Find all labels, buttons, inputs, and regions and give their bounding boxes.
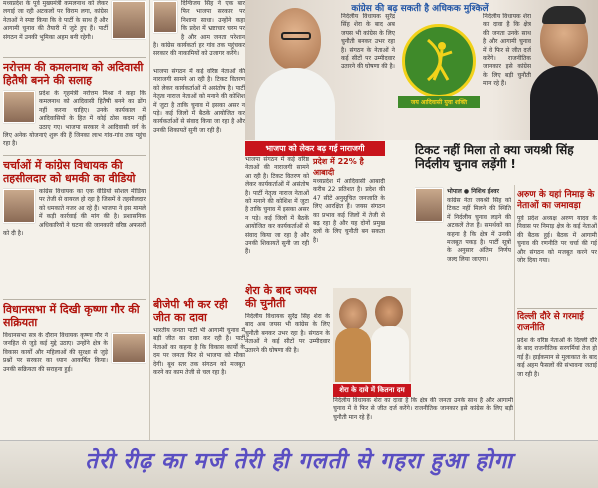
delhi-headline: दिल्ली दौरे से गरमाई राजनीति xyxy=(517,312,584,333)
arun-headline: अरुण के यहां निमाड़ के नेताओं का जमावड़ा xyxy=(517,190,595,211)
bottom-tagline: तेरी रीढ़ का मर्ज तेरी ही गलती से गहरा हुआ होगा xyxy=(85,449,513,474)
bjp-headline-bar: भाजपा को लेकर बढ़ गई नाराजगी xyxy=(245,141,385,156)
shera-photo xyxy=(333,288,411,382)
jayshree-story xyxy=(415,143,598,187)
col1-story1-text: प्रदेश के गृहमंत्री नरोत्तम मिश्रा ने कहा कि कमलनाथ को आदिवासी हितैषी बनने का ढोंग नहीं करना चाहिए। उनके कार्यकाल में आदिवासियों के हित में कोई ठोस कदम नहीं उठाए गए। भाजपा सरकार ने आदिवासी वर्ग के लिए अनेक योजनाएं शुरू की हैं जिनका लाभ गांव-गांव तक पहुंच रहा है। xyxy=(3,90,146,148)
col1-story1-headline: नरोत्तम की कमलनाथ को अदिवासी हितैषी बनने की सलाह xyxy=(3,61,144,87)
column-right xyxy=(517,188,597,440)
center-photo-text: निर्दलीय विधायक सुरेंद्र सिंह शेरा के बाद अब जयस भी कांग्रेस के लिए चुनौती बनकर उभर रहा है। संगठन के नेताओं ने कई सीटों पर उम्मीदवार उतारने की घोषणा की है। xyxy=(341,13,395,71)
col2-top-text: दिग्विजय सिंह ने एक बार फिर भाजपा सरकार पर निशाना साधा। उन्होंने कहा कि प्रदेश में भ्रष्टाचार चरम पर है और आम जनता परेशान है। कांग्रेस कार्यकर्ता हर गांव तक पहुंचकर सरकार की नाकामियों को उजागर करेंगे। xyxy=(153,0,245,58)
jayshree-text: कांग्रेस नेता जयश्री सिंह को टिकट नहीं मिलने की स्थिति में निर्दलीय चुनाव लड़ने की अटकलें तेज हैं। समर्थकों का कहना है कि क्षेत्र में उनकी मजबूत पकड़ है। पार्टी सूत्रों के अनुसार अंतिम निर्णय जल्द लिया जाएगा। xyxy=(447,197,511,263)
center-lower-text: भाजपा संगठन में कई वरिष्ठ नेताओं की नाराजगी सामने आ रही है। टिकट वितरण को लेकर कार्यकर्ताओं में असंतोष है। पार्टी नेतृत्व नाराज नेताओं को मनाने की कोशिश में जुटा है ताकि चुनाव में इसका असर न पड़े। कई जिलों में बैठकें आयोजित कर कार्यकर्ताओं से संवाद किया जा रहा है और उनकी शिकायतें सुनी जा रही हैं। xyxy=(245,156,309,256)
bjp-claim-story xyxy=(153,296,245,440)
shera-text: निर्दलीय विधायक सुरेंद्र सिंह शेरा के बाद अब जयस भी कांग्रेस के लिए चुनौती बनकर उभर रहा है। संगठन के नेताओं ने कई सीटों पर उम्मीदवार उतारने की घोषणा की है। xyxy=(245,313,330,354)
col1-story2-photo xyxy=(3,189,35,223)
center-story1-text: मध्यप्रदेश में आदिवासी आबादी करीब 22 प्रतिशत है। प्रदेश की 47 सीटें अनुसूचित जनजाति के लिए आरक्षित हैं। जयस संगठन का प्रभाव कई जिलों में तेजी से बढ़ रहा है और यह दोनों प्रमुख दलों के लिए चुनौती बन सकता है। xyxy=(313,178,385,244)
shera-claim-headline: शेरा के दावे में कितना दम xyxy=(333,384,411,397)
archer-icon xyxy=(422,36,458,84)
shera-claim-text: निर्दलीय विधायक शेरा का दावा है कि क्षेत्र की जनता उनके साथ है और आगामी चुनाव में वे फिर से जीत दर्ज करेंगे। राजनीतिक जानकार इसे कांग्रेस के लिए बड़ी चुनौती मान रहे हैं। xyxy=(333,397,513,421)
arun-text: पूर्व प्रदेश अध्यक्ष अरुण यादव के निवास पर निमाड़ क्षेत्र के कई नेताओं की बैठक हुई। बैठक में आगामी चुनाव की रणनीति पर चर्चा की गई और संगठन को मजबूत करने पर जोर दिया गया। xyxy=(517,215,597,265)
col1-story3-headline: विधानसभा में दिखी कृष्णा गौर की सक्रियता xyxy=(3,303,140,329)
column-left xyxy=(3,0,146,440)
center-photo-text-right: निर्दलीय विधायक शेरा का दावा है कि क्षेत्र की जनता उनके साथ है और आगामी चुनाव में वे फिर से जीत दर्ज करेंगे। राजनीतिक जानकार इसे कांग्रेस के लिए बड़ी चुनौती मान रहे हैं। xyxy=(483,13,531,88)
jays-logo-text: जय आदिवासी युवा शक्ति xyxy=(398,96,480,108)
politician-photo-right xyxy=(530,0,598,140)
col1-story2-headline: चर्चाओं में कांग्रेस विधायक की तहसीलदार को धमकी का वीडियो xyxy=(3,159,136,185)
jayshree-photo xyxy=(415,188,443,222)
col1-story3-text: विधानसभा सत्र के दौरान विधायक कृष्णा गौर ने जनहित से जुड़े कई मुद्दे उठाए। उन्होंने क्षेत्र के विकास कार्यों और महिलाओं की सुरक्षा से जुड़े प्रश्नों पर सरकार का ध्यान आकर्षित किया। उनकी सक्रियता की सराहना हुई। xyxy=(3,332,146,412)
bjp-claim-headline: बीजेपी भी कर रही जीत का दावा xyxy=(153,298,228,324)
bjp-claim-text: भारतीय जनता पार्टी भी आगामी चुनाव में बड़ी जीत का दावा कर रही है। पार्टी नेताओं का कहना है कि विकास कार्यों के दम पर जनता फिर से भाजपा को मौका देगी। बूथ स्तर तक संगठन को मजबूत करने का काम तेजी से चल रहा है। xyxy=(153,327,245,377)
shera-story xyxy=(245,282,330,440)
col1-story2-text: कांग्रेस विधायक का एक वीडियो सोशल मीडिया पर तेजी से वायरल हो रहा है जिसमें वे तहसीलदार को धमकाते नजर आ रहे हैं। भाजपा ने इस मामले में कड़ी कार्रवाई की मांग की है। प्रशासनिक अधिकारियों ने घटना की जानकारी वरिष्ठ अफसरों को दी है। xyxy=(3,188,146,238)
col1-top-text: मध्यप्रदेश के पूर्व मुख्यमंत्री कमलनाथ को लेकर लगाई जा रही अटकलों पर विराम लगा, कांग्रेस नेताओं ने स्पष्ट किया कि वे पार्टी के साथ हैं और आगामी चुनाव की तैयारी में जुटे हुए हैं। पार्टी संगठन में उनकी भूमिका अहम बनी रहेगी। xyxy=(3,0,146,54)
col2-top-photo xyxy=(153,1,177,33)
shera-headline: शेरा के बाद जयस की चुनौती xyxy=(245,284,317,310)
delhi-text: प्रदेश के वरिष्ठ नेताओं के दिल्ली दौरे के बाद राजनीतिक सरगर्मियां तेज हो गई हैं। हाईकमान से मुलाकात के बाद कई अहम फैसलों की संभावना जताई जा रही है। xyxy=(517,337,597,378)
jayshree-body xyxy=(415,187,511,387)
col2-top-text-more: भाजपा संगठन में कई वरिष्ठ नेताओं की नाराजगी सामने आ रही है। टिकट वितरण को लेकर कार्यकर्ताओं में असंतोष है। पार्टी नेतृत्व नाराज नेताओं को मनाने की कोशिश में जुटा है ताकि चुनाव में इसका असर न पड़े। कई जिलों में बैठकें आयोजित कर कार्यकर्ताओं से संवाद किया जा रहा है और उनकी शिकायतें सुनी जा रही हैं। xyxy=(153,68,245,134)
col1-story3-photo xyxy=(112,333,146,363)
col1-top-photo xyxy=(112,1,146,39)
jayshree-headline: टिकट नहीं मिला तो क्या जयश्री सिंह निर्दलीय चुनाव लड़ेंगी ! xyxy=(415,143,574,171)
center-subhead: प्रदेश में 22% है आबादी xyxy=(313,157,364,177)
politician-photo-left xyxy=(255,0,335,140)
jayshree-byline: भोपाल ● निशिथ ईश्वर xyxy=(447,188,499,195)
col1-story1-photo xyxy=(3,91,35,123)
center-photo-caption: कांग्रेस की बढ़ सकती है अधिकक मुश्किलें xyxy=(351,4,489,14)
jays-logo xyxy=(398,20,480,120)
center-photo-block xyxy=(245,0,598,140)
